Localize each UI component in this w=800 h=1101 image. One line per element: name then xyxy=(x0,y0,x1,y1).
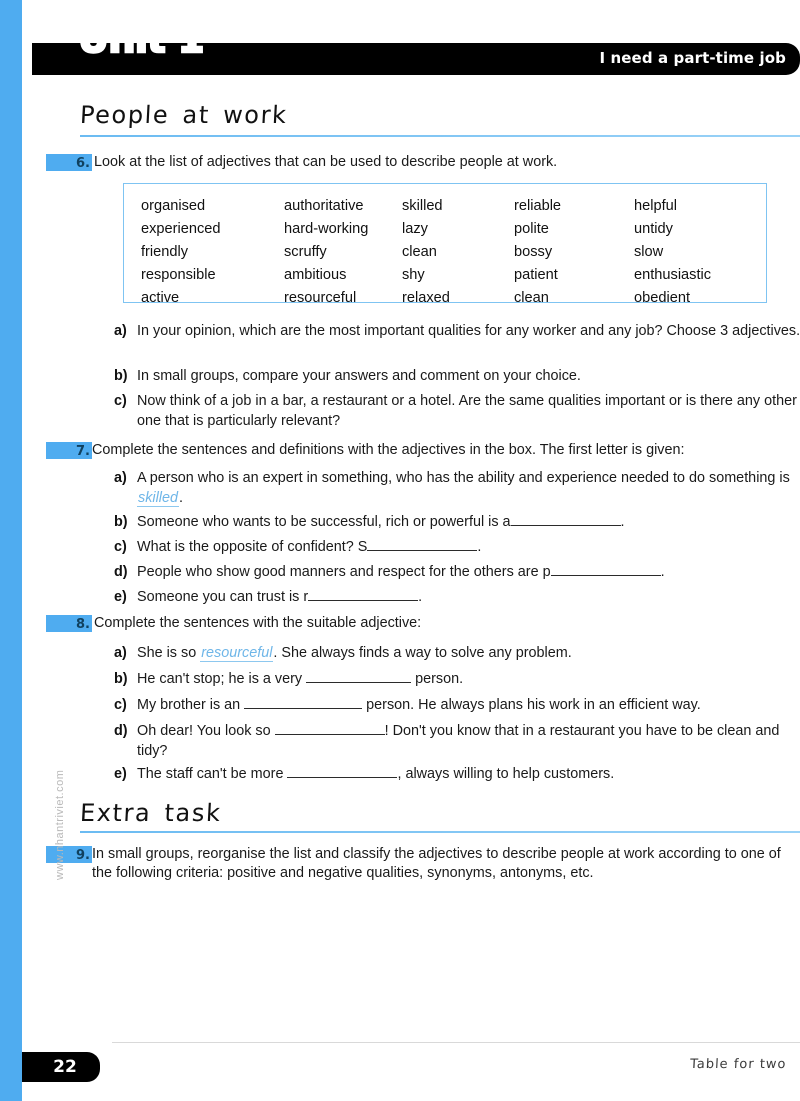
adjective-item: scruffy xyxy=(284,244,327,260)
answer-blank[interactable] xyxy=(244,708,362,709)
left-blue-strip xyxy=(0,0,22,1101)
exercise-9-number: 9. xyxy=(76,848,90,863)
item-text xyxy=(137,696,800,716)
adjective-item: patient xyxy=(514,267,558,283)
exercise-6-number: 6. xyxy=(76,156,90,171)
adjective-item: relaxed xyxy=(402,290,450,306)
item-text xyxy=(137,513,800,533)
exercise-7-item-c xyxy=(114,538,800,558)
section-heading-people-at-work: People at work xyxy=(79,101,289,129)
adjective-item: obedient xyxy=(634,290,690,306)
page-number-tab xyxy=(22,1052,100,1082)
adjective-item: lazy xyxy=(402,221,428,237)
adjective-item: ambitious xyxy=(284,267,347,283)
item-letter: c) xyxy=(114,697,127,713)
item-letter: b) xyxy=(114,671,128,687)
item-text-after: . xyxy=(477,539,482,555)
item-letter: e) xyxy=(114,589,127,605)
exercise-7-prompt: Complete the sentences and definitions with the adjectives in the box. The first letter is given: xyxy=(92,442,685,458)
adjective-item: helpful xyxy=(634,198,678,214)
exercise-8-item-e xyxy=(114,765,800,785)
exercise-6-item-a xyxy=(114,322,800,342)
adjectives-box xyxy=(123,183,767,306)
adjective-item: resourceful xyxy=(284,290,357,306)
item-text-after: ! Don't you know that in a restaurant you have to be clean and tidy? xyxy=(137,723,780,759)
adjective-item: friendly xyxy=(141,244,189,260)
adjective-item: shy xyxy=(402,267,425,283)
item-text-after: . xyxy=(620,514,625,530)
adjective-item: responsible xyxy=(141,267,216,283)
answer-blank[interactable] xyxy=(275,734,385,735)
item-letter: b) xyxy=(114,368,128,384)
exercise-6-item-c xyxy=(114,392,800,431)
adjective-item: active xyxy=(141,290,180,306)
adjective-item: enthusiastic xyxy=(634,267,712,283)
adjective-item: bossy xyxy=(514,244,553,260)
adjective-item: experienced xyxy=(141,221,221,237)
page-number: 22 xyxy=(53,1057,77,1077)
item-text-before: People who show good manners and respect for the others are p xyxy=(137,564,551,580)
exercise-7-number: 7. xyxy=(76,444,90,459)
item-letter: c) xyxy=(114,539,127,555)
exercise-8-item-a xyxy=(114,644,800,664)
exercise-8-item-c xyxy=(114,696,800,716)
answer-blank[interactable] xyxy=(367,550,477,551)
exercise-7-item-a xyxy=(114,469,800,508)
section-heading-extra-task: Extra task xyxy=(79,799,223,827)
item-letter: c) xyxy=(114,393,127,409)
item-text-before: My brother is an xyxy=(137,697,245,713)
item-letter: b) xyxy=(114,514,128,530)
item-text-after: . xyxy=(660,564,665,580)
exercise-8-item-d xyxy=(114,722,800,761)
item-text xyxy=(137,765,800,785)
adjectives-column-4 xyxy=(514,195,634,310)
adjectives-column-2 xyxy=(284,195,402,310)
item-letter: d) xyxy=(114,564,128,580)
footer-note: Table for two xyxy=(689,1057,787,1072)
item-text-before: Someone who wants to be successful, rich or powerful is a xyxy=(137,514,511,530)
section-rule-extra-task xyxy=(80,831,800,833)
item-text: In small groups, compare your answers and comment on your choice. xyxy=(137,368,581,384)
adjective-item: clean xyxy=(402,244,437,260)
exercise-7-item-d xyxy=(114,563,800,583)
adjective-item: hard-working xyxy=(284,221,369,237)
adjective-item: clean xyxy=(514,290,549,306)
item-text xyxy=(137,722,800,761)
item-letter: d) xyxy=(114,723,128,739)
item-text-before: A person who is an expert in something, who has the ability and experience needed to do something is xyxy=(137,470,790,486)
item-text xyxy=(137,670,800,690)
item-text-after: . xyxy=(179,489,183,506)
exercise-8-badge xyxy=(46,615,92,632)
item-letter: a) xyxy=(114,645,127,661)
exercise-8-item-b xyxy=(114,670,800,690)
item-text-before: Someone you can trust is r xyxy=(137,589,309,605)
adjective-item: slow xyxy=(634,244,664,260)
answer-blank[interactable] xyxy=(511,525,621,526)
adjective-item: reliable xyxy=(514,198,562,214)
item-text-before: What is the opposite of confident? S xyxy=(137,539,368,555)
exercise-6-badge xyxy=(46,154,92,171)
item-text-after: . She always finds a way to solve any problem. xyxy=(273,645,572,661)
adjectives-column-1 xyxy=(141,195,284,310)
item-text-after: , always willing to help customers. xyxy=(397,766,615,782)
item-text: In your opinion, which are the most important qualities for any worker and any job? Choose 3 adjectives. xyxy=(137,323,800,339)
item-text-before: He can't stop; he is a very xyxy=(137,671,307,687)
exercise-7-item-b xyxy=(114,513,800,533)
item-text xyxy=(137,469,800,508)
item-text-after: person. He always plans his work in an efficient way. xyxy=(362,697,701,713)
adjectives-column-3 xyxy=(402,195,514,310)
item-letter: a) xyxy=(114,470,127,486)
item-text-before: She is so xyxy=(137,645,201,661)
adjectives-column-5 xyxy=(634,195,764,310)
item-text xyxy=(137,563,800,583)
adjective-item: organised xyxy=(141,198,206,214)
unit-subtitle: I need a part-time job xyxy=(599,49,786,67)
adjective-item: skilled xyxy=(402,198,443,214)
exercise-6-item-b xyxy=(114,367,800,387)
item-text: Now think of a job in a bar, a restaurant or a hotel. Are the same qualities important or is there any other one that is particularly relevant? xyxy=(137,393,797,429)
item-text-before: The staff can't be more xyxy=(137,766,288,782)
exercise-9-prompt: In small groups, reorganise the list and classify the adjectives to describe people at work according to one of the following criteria: positive and negative qualities, synonyms, antonyms, etc. xyxy=(92,846,781,881)
adjective-item: polite xyxy=(514,221,549,237)
exercise-7-badge xyxy=(46,442,92,459)
answer-blank[interactable] xyxy=(308,600,418,601)
answer-blank[interactable] xyxy=(287,777,397,778)
exercise-8-prompt: Complete the sentences with the suitable adjective: xyxy=(94,615,422,631)
adjective-item: authoritative xyxy=(284,198,364,214)
exercise-8-number: 8. xyxy=(76,617,90,632)
unit-title: Unit 1 xyxy=(78,17,204,61)
item-letter: e) xyxy=(114,766,127,782)
item-letter: a) xyxy=(114,323,127,339)
answer-blank[interactable] xyxy=(551,575,661,576)
exercise-9-badge xyxy=(46,846,92,863)
exercise-7-item-e xyxy=(114,588,800,608)
section-rule-people-at-work xyxy=(80,135,800,137)
watermark-text: www.nhantriviet.com xyxy=(54,769,66,880)
item-text-after: . xyxy=(418,589,423,605)
item-text xyxy=(137,644,800,664)
footer-divider xyxy=(112,1042,800,1043)
page-content xyxy=(22,0,800,1101)
answer-blank[interactable] xyxy=(306,682,411,683)
filled-answer: resourceful xyxy=(201,645,273,661)
filled-answer: skilled xyxy=(138,489,178,506)
item-text-after: person. xyxy=(411,671,464,687)
adjective-item: untidy xyxy=(634,221,673,237)
item-text xyxy=(137,588,800,608)
item-text xyxy=(137,538,800,558)
item-text-before: Oh dear! You look so xyxy=(137,723,275,739)
exercise-6-prompt: Look at the list of adjectives that can be used to describe people at work. xyxy=(94,154,558,170)
